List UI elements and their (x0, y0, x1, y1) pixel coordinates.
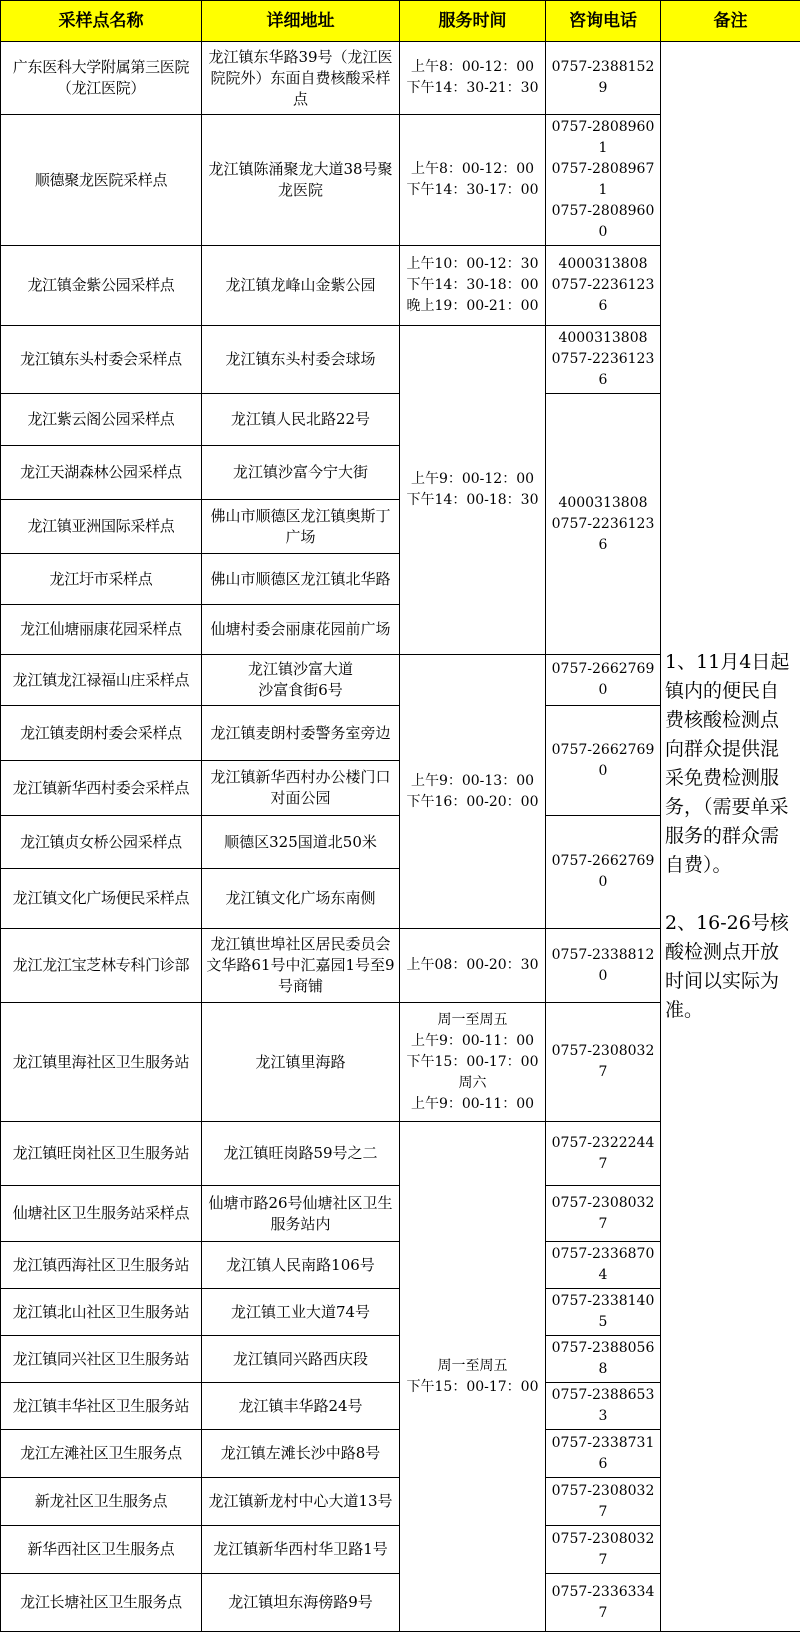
point-address: 龙江镇麦朗村委警务室旁边 (202, 706, 400, 761)
point-address: 龙江镇里海路 (202, 1003, 400, 1122)
phone-number: 0757-23080327 (546, 1186, 661, 1242)
header-name: 采样点名称 (1, 1, 202, 42)
point-address: 龙江镇沙富今宁大街 (202, 446, 400, 500)
point-name: 龙江天湖森林公园采样点 (1, 446, 202, 500)
service-time: 上午9：00-13：00 下午16：00-20：00 (400, 655, 546, 929)
service-time: 上午08：00-20：30 (400, 929, 546, 1003)
point-name: 新华西社区卫生服务点 (1, 1526, 202, 1574)
point-name: 龙江镇丰华社区卫生服务站 (1, 1383, 202, 1430)
point-name: 龙江镇金紫公园采样点 (1, 246, 202, 326)
service-time: 上午10：00-12：30 下午14：30-18：00 晚上19：00-21：00 (400, 246, 546, 326)
point-address: 龙江镇人民南路106号 (202, 1242, 400, 1289)
service-time: 周一至周五 上午9：00-11：00 下午15：00-17：00 周六 上午9：00-11：00 (400, 1003, 546, 1122)
point-address: 龙江镇坦东海傍路9号 (202, 1574, 400, 1632)
point-name: 仙塘社区卫生服务站采样点 (1, 1186, 202, 1242)
phone-number: 0757-23881529 (546, 42, 661, 115)
service-time: 上午9：00-12：00 下午14：00-18：30 (400, 326, 546, 655)
service-time: 上午8：00-12：00 下午14：30-17：00 (400, 115, 546, 246)
point-name: 龙江镇旺岗社区卫生服务站 (1, 1122, 202, 1186)
point-name: 龙江镇东头村委会采样点 (1, 326, 202, 394)
point-name: 顺德聚龙医院采样点 (1, 115, 202, 246)
point-name: 龙江镇麦朗村委会采样点 (1, 706, 202, 761)
point-name: 龙江镇龙江禄福山庄采样点 (1, 655, 202, 706)
phone-number: 0757-23886533 (546, 1383, 661, 1430)
phone-number: 0757-23363347 (546, 1574, 661, 1632)
point-address: 龙江镇新龙村中心大道13号 (202, 1478, 400, 1526)
point-name: 龙江镇新华西村委会采样点 (1, 761, 202, 816)
point-name: 龙江镇同兴社区卫生服务站 (1, 1336, 202, 1383)
point-name: 龙江紫云阁公园采样点 (1, 394, 202, 446)
point-address: 龙江镇陈涌聚龙大道38号聚龙医院 (202, 115, 400, 246)
point-address: 佛山市顺德区龙江镇北华路 (202, 554, 400, 605)
point-address: 佛山市顺德区龙江镇奥斯丁广场 (202, 500, 400, 554)
point-name: 龙江镇西海社区卫生服务站 (1, 1242, 202, 1289)
remarks: 1、11月4日起镇内的便民自费核酸检测点向群众提供混采免费检测服务，（需要单采服务的群众需自费）。 2、16-26号核酸检测点开放时间以实际为准。 (661, 42, 800, 1632)
point-address: 龙江镇人民北路22号 (202, 394, 400, 446)
phone-number: 0757-23080327 (546, 1003, 661, 1122)
point-name: 龙江长塘社区卫生服务点 (1, 1574, 202, 1632)
point-name: 龙江镇亚洲国际采样点 (1, 500, 202, 554)
point-address: 龙江镇沙富大道 沙富食街6号 (202, 655, 400, 706)
phone-number: 0757-23080327 (546, 1526, 661, 1574)
phone-number: 0757-26627690 (546, 816, 661, 929)
point-name: 龙江镇文化广场便民采样点 (1, 869, 202, 929)
point-address: 龙江镇新华西村办公楼门口对面公园 (202, 761, 400, 816)
header-note: 备注 (661, 1, 800, 42)
header-phone: 咨询电话 (546, 1, 661, 42)
point-address: 龙江镇东头村委会球场 (202, 326, 400, 394)
point-name: 龙江龙江宝芝林专科门诊部 (1, 929, 202, 1003)
point-address: 龙江镇东华路39号（龙江医院院外）东面自费核酸采样点 (202, 42, 400, 115)
point-address: 龙江镇新华西村华卫路1号 (202, 1526, 400, 1574)
header-time: 服务时间 (400, 1, 546, 42)
point-name: 龙江左滩社区卫生服务点 (1, 1430, 202, 1478)
point-name: 龙江镇里海社区卫生服务站 (1, 1003, 202, 1122)
point-address: 仙塘市路26号仙塘社区卫生服务站内 (202, 1186, 400, 1242)
phone-number: 0757-23368704 (546, 1242, 661, 1289)
phone-number: 0757-23388120 (546, 929, 661, 1003)
phone-number: 0757-28089601 0757-28089671 0757-28089600 (546, 115, 661, 246)
point-name: 广东医科大学附属第三医院（龙江医院） (1, 42, 202, 115)
header-row (1, 1, 800, 42)
phone-number: 0757-26627690 (546, 655, 661, 706)
service-time: 上午8：00-12：00 下午14：30-21：30 (400, 42, 546, 115)
service-time: 周一至周五 下午15：00-17：00 (400, 1122, 546, 1632)
phone-number: 0757-23880568 (546, 1336, 661, 1383)
phone-number: 4000313808 0757-22361236 (546, 246, 661, 326)
phone-number: 0757-26627690 (546, 706, 661, 816)
point-address: 龙江镇旺岗路59号之二 (202, 1122, 400, 1186)
point-address: 龙江镇同兴路西庆段 (202, 1336, 400, 1383)
point-name: 新龙社区卫生服务点 (1, 1478, 202, 1526)
point-address: 龙江镇龙峰山金紫公园 (202, 246, 400, 326)
point-address: 龙江镇文化广场东南侧 (202, 869, 400, 929)
phone-number: 0757-23080327 (546, 1478, 661, 1526)
point-address: 龙江镇丰华路24号 (202, 1383, 400, 1430)
point-name: 龙江镇贞女桥公园采样点 (1, 816, 202, 869)
phone-number: 4000313808 0757-22361236 (546, 326, 661, 394)
point-address: 仙塘村委会丽康花园前广场 (202, 605, 400, 655)
table-row (1, 42, 800, 115)
phone-number: 0757-23222447 (546, 1122, 661, 1186)
phone-number: 4000313808 0757-22361236 (546, 394, 661, 655)
phone-number: 0757-23381405 (546, 1289, 661, 1336)
phone-number: 0757-23387316 (546, 1430, 661, 1478)
point-address: 龙江镇世埠社区居民委员会文华路61号中汇嘉园1号至9号商铺 (202, 929, 400, 1003)
point-address: 龙江镇左滩长沙中路8号 (202, 1430, 400, 1478)
point-name: 龙江镇北山社区卫生服务站 (1, 1289, 202, 1336)
point-name: 龙江仙塘丽康花园采样点 (1, 605, 202, 655)
header-address: 详细地址 (202, 1, 400, 42)
point-name: 龙江圩市采样点 (1, 554, 202, 605)
point-address: 顺德区325国道北50米 (202, 816, 400, 869)
point-address: 龙江镇工业大道74号 (202, 1289, 400, 1336)
